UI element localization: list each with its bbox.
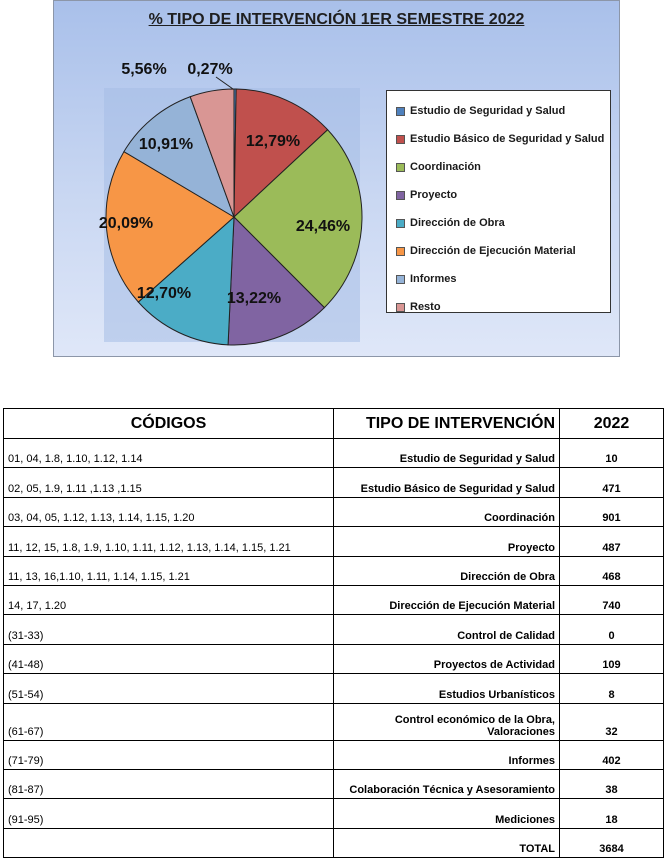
cell-value: 471 bbox=[560, 468, 664, 497]
cell-codes: 02, 05, 1.9, 1.11 ,1.13 ,1.15 bbox=[4, 468, 334, 497]
table-row bbox=[4, 799, 664, 828]
cell-value: 109 bbox=[560, 644, 664, 673]
cell-type: Proyectos de Actividad bbox=[334, 644, 560, 673]
legend-label: Estudio Básico de Seguridad y Salud bbox=[410, 133, 605, 145]
cell-type: Estudio Básico de Seguridad y Salud bbox=[334, 468, 560, 497]
cell-codes: 11, 13, 16,1.10, 1.11, 1.14, 1.15, 1.21 bbox=[4, 556, 334, 585]
cell-value: 740 bbox=[560, 585, 664, 614]
cell-value: 18 bbox=[560, 799, 664, 828]
cell-type: Dirección de Obra bbox=[334, 556, 560, 585]
cell-codes: 14, 17, 1.20 bbox=[4, 585, 334, 614]
table-row bbox=[4, 769, 664, 798]
cell-codes: (81-87) bbox=[4, 769, 334, 798]
cell-codes: (61-67) bbox=[4, 703, 334, 740]
data-table bbox=[3, 408, 664, 858]
cell-type: Informes bbox=[334, 740, 560, 769]
legend-swatch bbox=[396, 219, 405, 228]
table-header-row bbox=[4, 409, 664, 439]
cell-type: Coordinación bbox=[334, 497, 560, 526]
legend-label: Dirección de Obra bbox=[410, 217, 505, 229]
legend-label: Coordinación bbox=[410, 161, 481, 173]
chart-title: % TIPO DE INTERVENCIÓN 1ER SEMESTRE 2022 bbox=[148, 11, 525, 28]
legend-swatch bbox=[396, 107, 405, 116]
table-row bbox=[4, 527, 664, 556]
legend-item bbox=[396, 209, 610, 237]
cell-value: 38 bbox=[560, 769, 664, 798]
legend-item bbox=[396, 237, 610, 265]
cell-codes: 11, 12, 15, 1.8, 1.9, 1.10, 1.11, 1.12, 1.13, 1.14, 1.15, 1.21 bbox=[4, 527, 334, 556]
cell-type: Estudios Urbanísticos bbox=[334, 674, 560, 703]
legend-item bbox=[396, 97, 610, 125]
header-type: TIPO DE INTERVENCIÓN bbox=[334, 409, 560, 439]
legend-swatch bbox=[396, 247, 405, 256]
slice-data-label: 5,56% bbox=[121, 61, 167, 79]
legend-item bbox=[396, 181, 610, 209]
table-row bbox=[4, 556, 664, 585]
cell-codes: (51-54) bbox=[4, 674, 334, 703]
table-row bbox=[4, 740, 664, 769]
cell-value: 10 bbox=[560, 439, 664, 468]
table-row bbox=[4, 615, 664, 644]
legend-swatch bbox=[396, 163, 405, 172]
cell-type-line: Control económico de la Obra, bbox=[394, 713, 555, 726]
table-row bbox=[4, 468, 664, 497]
legend-item bbox=[396, 125, 610, 153]
slice-data-label: 13,22% bbox=[226, 290, 282, 308]
slice-data-label: 0,27% bbox=[187, 61, 233, 79]
legend-swatch bbox=[396, 303, 405, 312]
cell-type: Estudio de Seguridad y Salud bbox=[334, 439, 560, 468]
cell-codes: 03, 04, 05, 1.12, 1.13, 1.14, 1.15, 1.20 bbox=[4, 497, 334, 526]
slice-data-label: 10,91% bbox=[138, 136, 194, 154]
cell-codes: (91-95) bbox=[4, 799, 334, 828]
cell-type: Dirección de Ejecución Material bbox=[334, 585, 560, 614]
table-row bbox=[4, 644, 664, 673]
table-row bbox=[4, 703, 664, 740]
slice-data-label: 12,79% bbox=[245, 133, 301, 151]
header-codes: CÓDIGOS bbox=[4, 409, 334, 439]
legend-label: Resto bbox=[410, 301, 441, 313]
cell-codes: 01, 04, 1.8, 1.10, 1.12, 1.14 bbox=[4, 439, 334, 468]
slice-data-label: 24,46% bbox=[295, 218, 351, 236]
legend-label: Proyecto bbox=[410, 189, 458, 201]
total-label: TOTAL bbox=[334, 828, 560, 857]
table-row bbox=[4, 674, 664, 703]
cell-type bbox=[334, 703, 560, 740]
cell-type: Control de Calidad bbox=[334, 615, 560, 644]
slice-data-label: 12,70% bbox=[136, 285, 192, 303]
leader-line bbox=[216, 77, 233, 89]
cell-value: 468 bbox=[560, 556, 664, 585]
table-row bbox=[4, 439, 664, 468]
cell-value: 901 bbox=[560, 497, 664, 526]
cell-value: 8 bbox=[560, 674, 664, 703]
legend-item bbox=[396, 293, 610, 321]
cell-value: 402 bbox=[560, 740, 664, 769]
cell-type: Mediciones bbox=[334, 799, 560, 828]
total-value: 3684 bbox=[560, 828, 664, 857]
slice-data-label: 20,09% bbox=[98, 215, 154, 233]
legend-item bbox=[396, 265, 610, 293]
cell-type-line: Valoraciones bbox=[487, 725, 555, 738]
cell-value: 0 bbox=[560, 615, 664, 644]
legend-label: Informes bbox=[410, 273, 457, 285]
legend-swatch bbox=[396, 191, 405, 200]
chart-area bbox=[53, 0, 620, 357]
legend-item bbox=[396, 153, 610, 181]
cell-type: Proyecto bbox=[334, 527, 560, 556]
legend-swatch bbox=[396, 135, 405, 144]
header-year: 2022 bbox=[560, 409, 664, 439]
legend bbox=[386, 90, 611, 313]
legend-label: Estudio de Seguridad y Salud bbox=[410, 105, 566, 117]
table-row bbox=[4, 585, 664, 614]
legend-swatch bbox=[396, 275, 405, 284]
cell-value: 32 bbox=[560, 703, 664, 740]
cell-type: Colaboración Técnica y Asesoramiento bbox=[334, 769, 560, 798]
cell-value: 487 bbox=[560, 527, 664, 556]
cell-codes: (31-33) bbox=[4, 615, 334, 644]
table-row bbox=[4, 497, 664, 526]
cell-codes: (41-48) bbox=[4, 644, 334, 673]
legend-label: Dirección de Ejecución Material bbox=[410, 245, 576, 257]
cell-codes: (71-79) bbox=[4, 740, 334, 769]
